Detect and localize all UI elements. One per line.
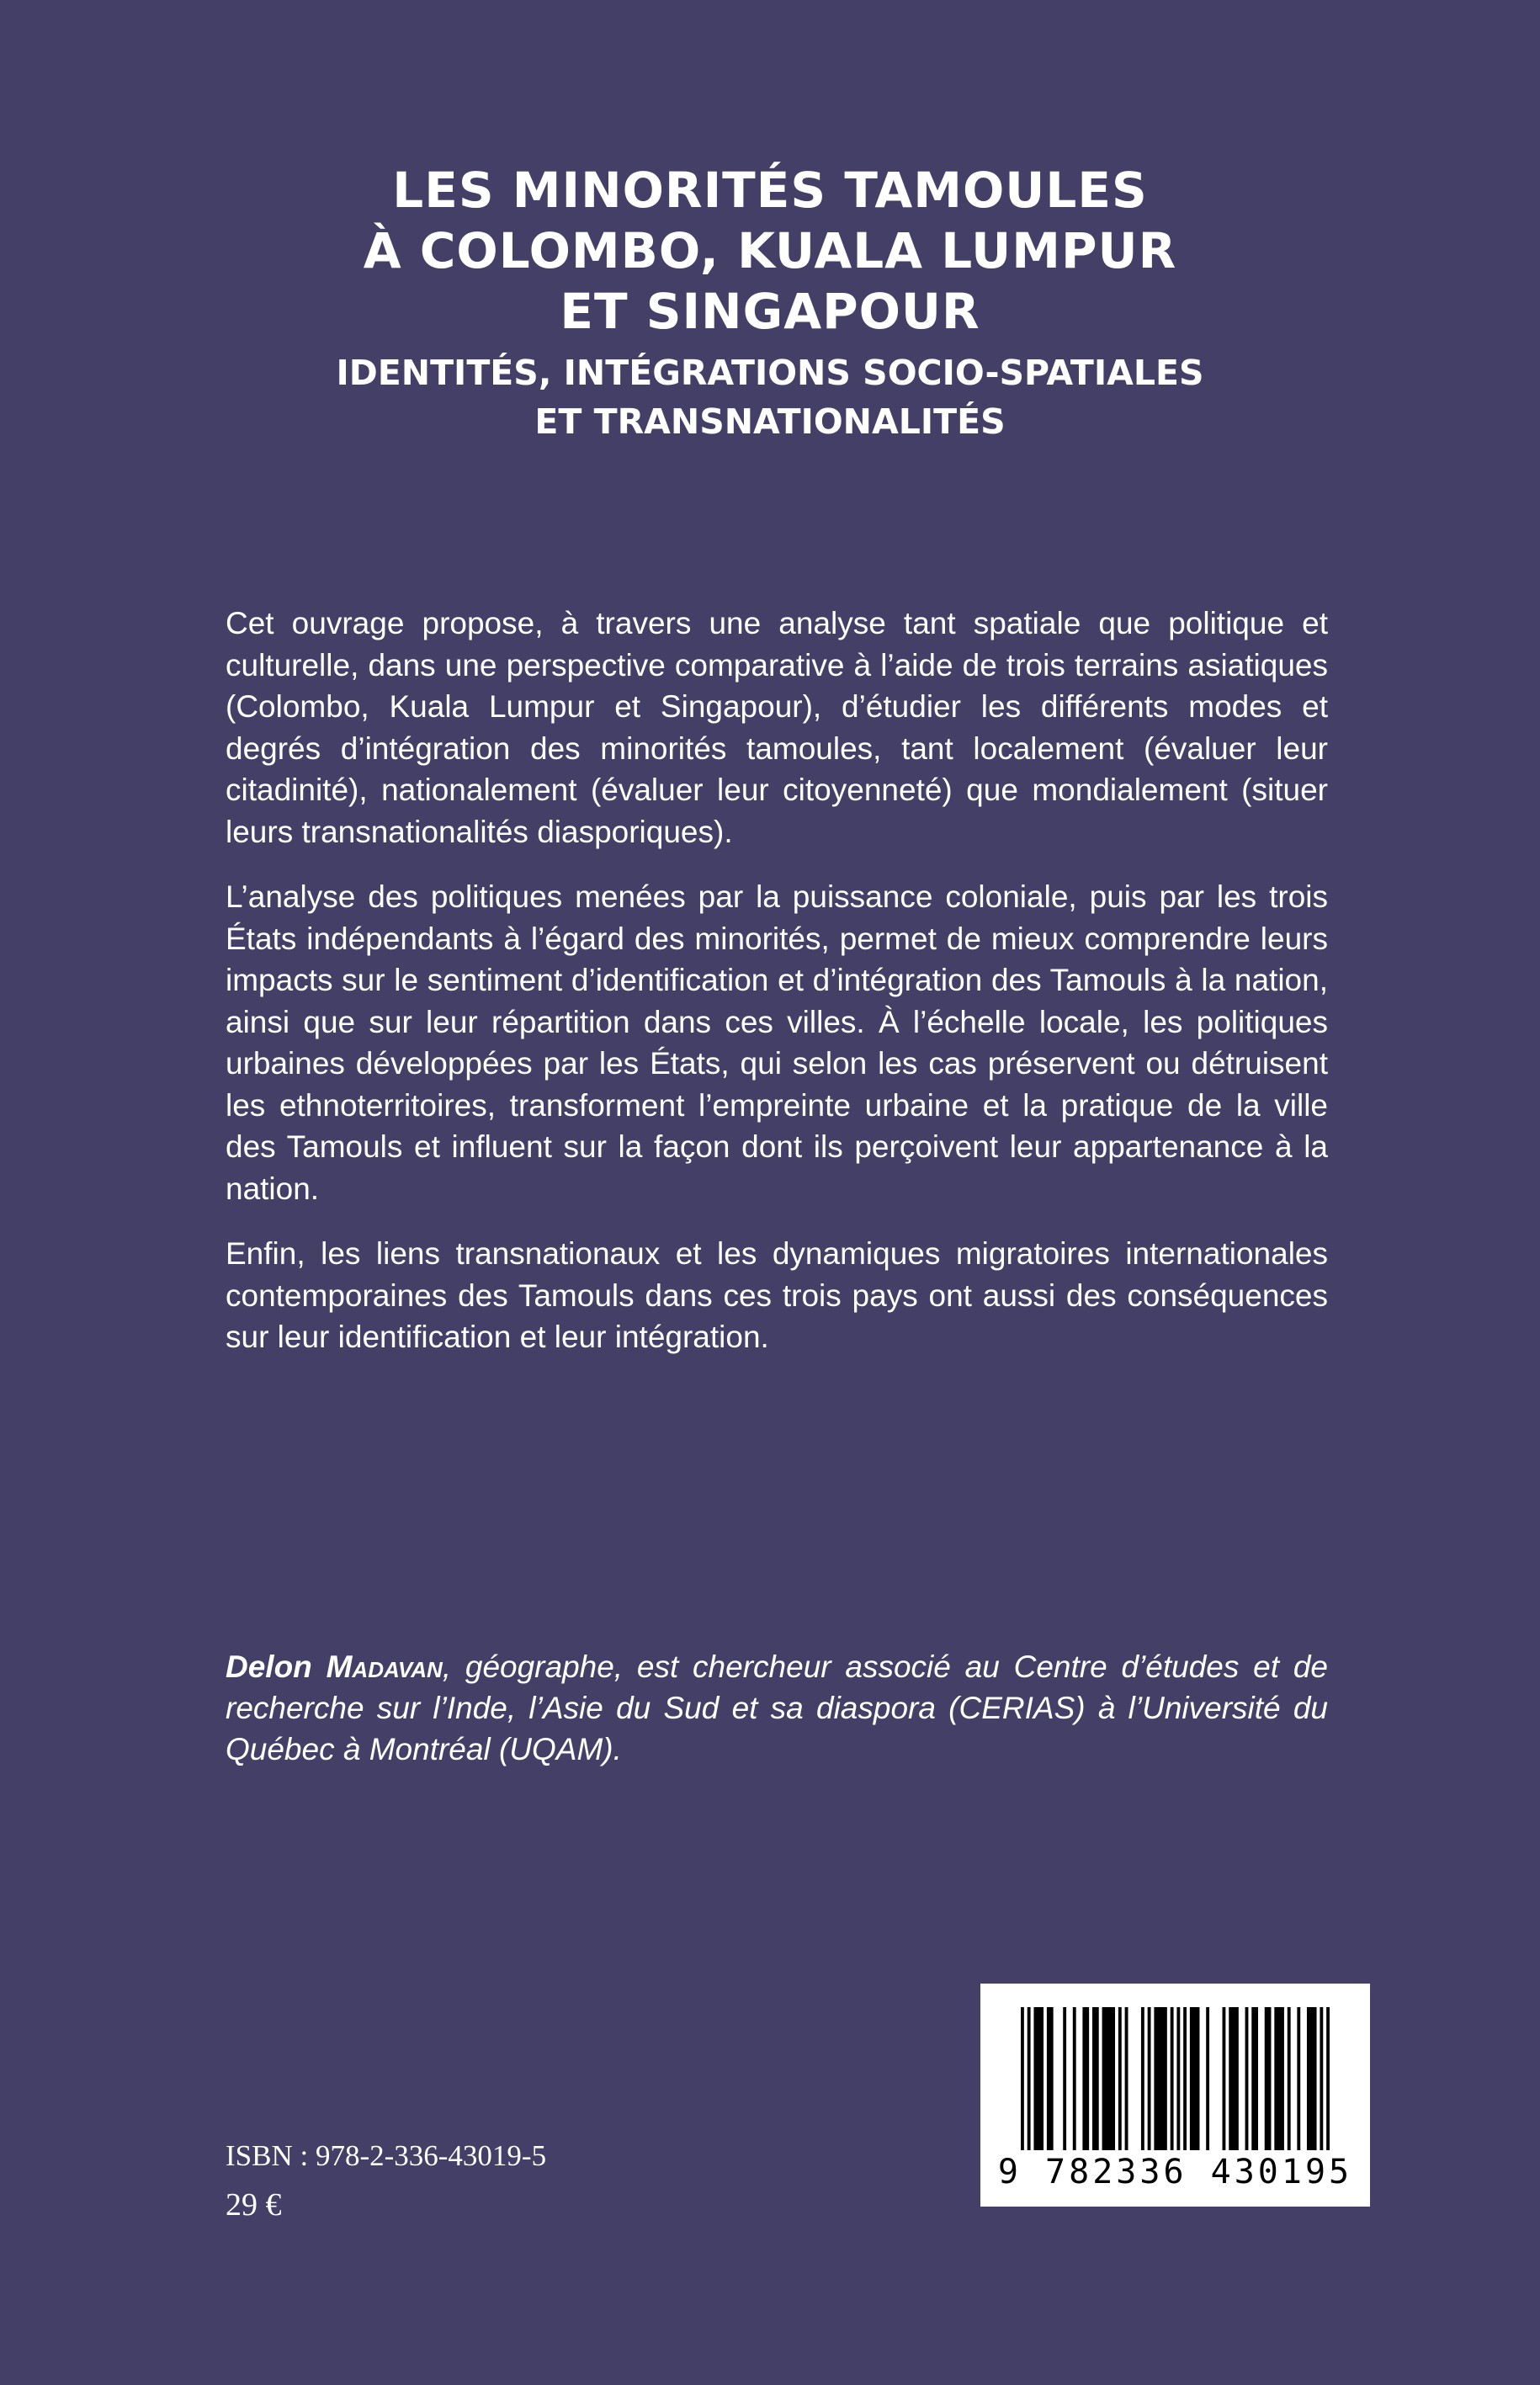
summary-paragraph-2: L’analyse des politiques menées par la puissance coloniale, puis par les trois États indépendants à l’égard des minorités, permet de mieux comprendre leurs impacts sur le sentiment d’identification et d’intégration des Tamouls à la nation, ainsi que sur leur répartition dans ces villes. À l’échelle locale, les politiques urbaines développées par les États, qui selon les cas préservent ou détruisent les ethnoterritoires, transforment l’empreinte urbaine et la pratique de la ville des Tamouls et influent sur la façon dont ils perçoivent leur appartenance à la nation.	[226, 879, 1328, 1206]
barcode-bar-21	[1245, 2007, 1249, 2150]
barcode-bar-10	[1125, 2007, 1128, 2150]
isbn-label: ISBN : 978-2-336-43019-5	[226, 2139, 547, 2172]
barcode-bar-22	[1251, 2007, 1258, 2150]
author-bio	[226, 1646, 1328, 1770]
barcode-bar-0	[1021, 2007, 1024, 2150]
barcode-bar-5	[1073, 2007, 1076, 2150]
barcode-bar-12	[1148, 2007, 1151, 2150]
book-title-line-3: ET SINGAPOUR	[560, 283, 980, 340]
summary-paragraph-1: Cet ouvrage propose, à travers une analyse tant spatiale que politique et culturelle, dans une perspective comparative à l’aide de trois terrains asiatiques (Colombo, Kuala Lumpur et Singapour), d’étudier les différents modes et degrés d’intégration des minorités tamoules, tant localement (évaluer leur citadinité), nationalement (évaluer leur citoyenneté) que mondialement (situer leurs transnationalités diasporiques).	[226, 606, 1328, 849]
barcode-digits: 9 782336 430195	[997, 2153, 1353, 2191]
title-block	[0, 160, 1540, 446]
book-subtitle-line-2: ET TRANSNATIONALITÉS	[534, 401, 1006, 442]
barcode-bar-4	[1063, 2007, 1066, 2150]
author-last-name: Madavan	[326, 1649, 443, 1684]
barcode-bar-29	[1326, 2007, 1330, 2150]
barcode-bar-28	[1320, 2007, 1323, 2150]
barcode-bar-13	[1154, 2007, 1166, 2150]
book-title-line-2: À COLOMBO, KUALA LUMPUR	[363, 222, 1177, 279]
barcode-bar-11	[1141, 2007, 1144, 2150]
barcode	[980, 1984, 1370, 2207]
barcode-bar-9	[1118, 2007, 1122, 2150]
barcode-bar-25	[1288, 2007, 1291, 2150]
author-bio-text: , géographe, est chercheur associé au Centre d’études et de recherche sur l’Inde, l’Asie du Sud et sa diaspora (CERIAS) à l’Université du Québec à Montréal (UQAM).	[226, 1649, 1328, 1766]
barcode-bar-15	[1176, 2007, 1180, 2150]
summary-paragraph-3: Enfin, les liens transnationaux et les dynamiques migratoires internationales contemporaines des Tamouls dans ces trois pays ont aussi des conséquences sur leur identification et leur intégration.	[226, 1236, 1328, 1354]
book-title-line-1: LES MINORITÉS TAMOULES	[392, 162, 1148, 219]
barcode-bar-27	[1307, 2007, 1317, 2150]
barcode-bar-1	[1028, 2007, 1031, 2150]
barcode-bar-6	[1082, 2007, 1089, 2150]
barcode-bar-14	[1171, 2007, 1174, 2150]
barcode-bar-26	[1297, 2007, 1300, 2150]
author-first-name: Delon	[226, 1649, 312, 1684]
barcode-bar-8	[1102, 2007, 1115, 2150]
barcode-bar-18	[1206, 2007, 1209, 2150]
barcode-bar-20	[1229, 2007, 1239, 2150]
barcode-bar-3	[1047, 2007, 1054, 2150]
barcode-bar-16	[1183, 2007, 1187, 2150]
barcode-bars	[1021, 2007, 1330, 2150]
barcode-bar-17	[1190, 2007, 1200, 2150]
barcode-bar-24	[1274, 2007, 1284, 2150]
barcode-bar-19	[1223, 2007, 1226, 2150]
barcode-bar-7	[1092, 2007, 1099, 2150]
price-label: 29 €	[226, 2187, 282, 2223]
summary-text	[226, 603, 1328, 1382]
barcode-bar-2	[1033, 2007, 1043, 2150]
book-subtitle-line-1: IDENTITÉS, INTÉGRATIONS SOCIO-SPATIALES	[336, 353, 1204, 393]
barcode-bar-23	[1265, 2007, 1272, 2150]
